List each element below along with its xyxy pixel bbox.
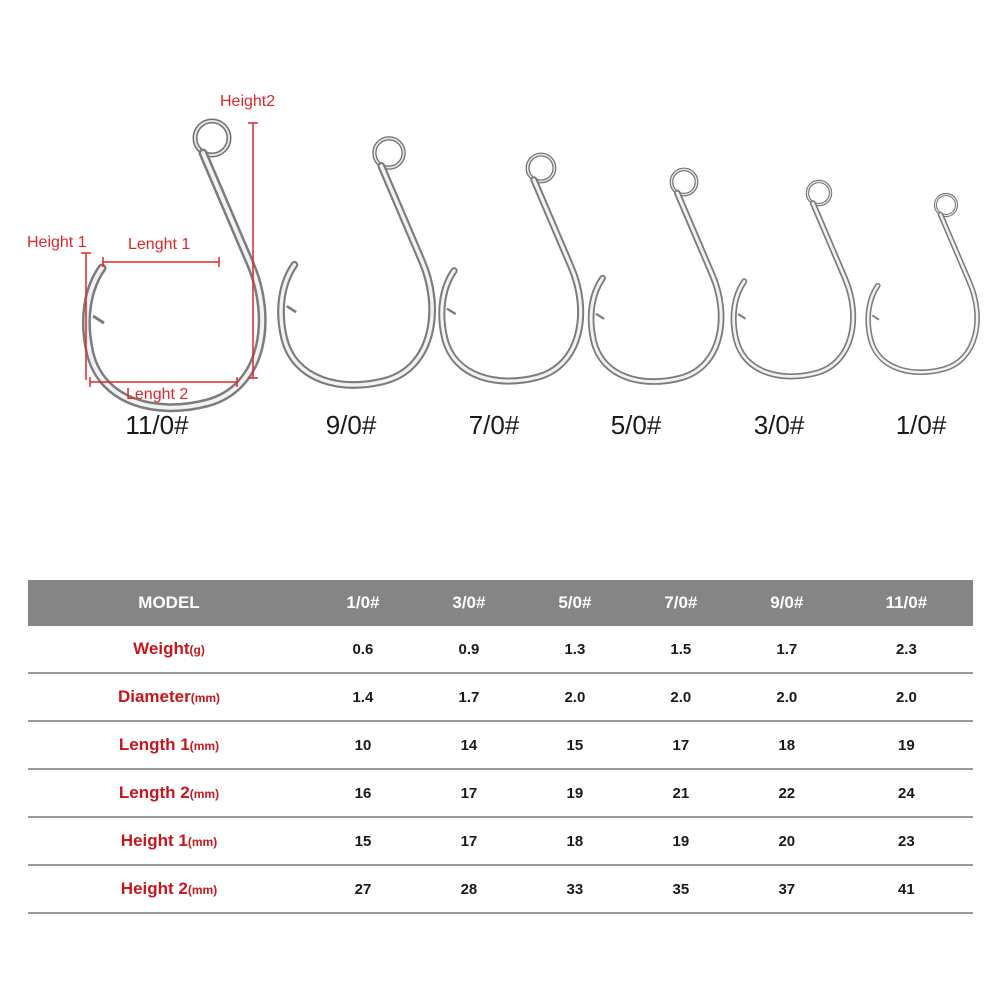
table-cell: 2.0 (840, 673, 973, 721)
table-row-diameter (28, 673, 973, 721)
size-label-7-0: 7/0# (468, 410, 520, 440)
row-label: Height 2(mm) (28, 865, 310, 913)
table-cell: 2.0 (522, 673, 628, 721)
row-label: Diameter(mm) (28, 673, 310, 721)
row-label: Height 1(mm) (28, 817, 310, 865)
row-label: Length 1(mm) (28, 721, 310, 769)
table-cell: 33 (522, 865, 628, 913)
header-model: MODEL (28, 580, 310, 626)
header-3-0: 3/0# (416, 580, 522, 626)
hook-5-0 (591, 169, 721, 381)
hook-3-0 (734, 181, 854, 376)
table-header-row (28, 580, 973, 626)
table-cell: 1.3 (522, 626, 628, 673)
table-row-length1 (28, 721, 973, 769)
table-cell: 15 (310, 817, 416, 865)
table-cell: 23 (840, 817, 973, 865)
length1-label: Lenght 1 (128, 236, 191, 253)
table-cell: 1.7 (734, 626, 840, 673)
table-cell: 28 (416, 865, 522, 913)
table-row-height1 (28, 817, 973, 865)
table-cell: 19 (522, 769, 628, 817)
table-cell: 27 (310, 865, 416, 913)
table-cell: 20 (734, 817, 840, 865)
size-label-3-0: 3/0# (753, 410, 805, 440)
table-row-height2 (28, 865, 973, 913)
table-row-weight (28, 626, 973, 673)
table-cell: 2.0 (628, 673, 734, 721)
header-1-0: 1/0# (310, 580, 416, 626)
hook-1-0 (868, 194, 977, 372)
table-cell: 19 (628, 817, 734, 865)
table-cell: 18 (734, 721, 840, 769)
table-cell: 41 (840, 865, 973, 913)
header-9-0: 9/0# (734, 580, 840, 626)
table-cell: 18 (522, 817, 628, 865)
table-cell: 16 (310, 769, 416, 817)
row-label: Weight(g) (28, 626, 310, 673)
hook-7-0 (442, 155, 581, 382)
hook-11-0 (86, 121, 262, 408)
table-cell: 1.7 (416, 673, 522, 721)
row-label: Length 2(mm) (28, 769, 310, 817)
table-cell: 14 (416, 721, 522, 769)
table-cell: 0.9 (416, 626, 522, 673)
table-cell: 1.5 (628, 626, 734, 673)
table-cell: 15 (522, 721, 628, 769)
dimension-lines (81, 123, 258, 387)
header-5-0: 5/0# (522, 580, 628, 626)
spec-table (28, 580, 973, 914)
header-7-0: 7/0# (628, 580, 734, 626)
table-row-length2 (28, 769, 973, 817)
table-cell: 2.3 (840, 626, 973, 673)
table-cell: 0.6 (310, 626, 416, 673)
size-label-5-0: 5/0# (610, 410, 662, 440)
hook-9-0 (281, 138, 432, 385)
table-cell: 35 (628, 865, 734, 913)
size-label-1-0: 1/0# (895, 410, 947, 440)
length2-label: Lenght 2 (126, 386, 189, 403)
table-cell: 17 (628, 721, 734, 769)
table-cell: 37 (734, 865, 840, 913)
table-cell: 22 (734, 769, 840, 817)
size-label-9-0: 9/0# (325, 410, 377, 440)
table-cell: 10 (310, 721, 416, 769)
table-cell: 17 (416, 817, 522, 865)
header-11-0: 11/0# (840, 580, 973, 626)
table-cell: 17 (416, 769, 522, 817)
table-cell: 1.4 (310, 673, 416, 721)
height2-label: Height2 (220, 93, 276, 110)
size-label-11-0: 11/0# (125, 410, 189, 440)
table-cell: 2.0 (734, 673, 840, 721)
table-cell: 21 (628, 769, 734, 817)
table-cell: 24 (840, 769, 973, 817)
table-cell: 19 (840, 721, 973, 769)
height1-label: Height 1 (27, 234, 87, 251)
